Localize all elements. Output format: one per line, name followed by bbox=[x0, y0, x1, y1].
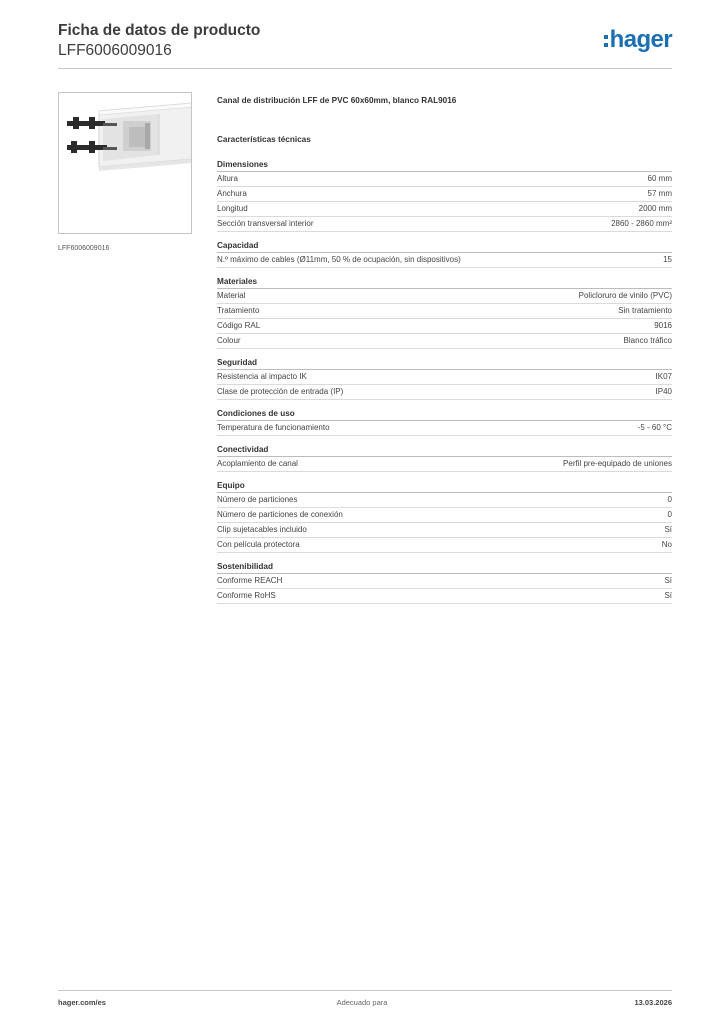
hager-logo bbox=[604, 28, 672, 52]
spec-label: Conforme REACH bbox=[217, 576, 283, 585]
spec-label: Resistencia al impacto IK bbox=[217, 372, 307, 381]
spec-section bbox=[217, 561, 672, 604]
spec-label: Número de particiones bbox=[217, 495, 298, 504]
spec-value: Sí bbox=[664, 591, 672, 600]
document-header bbox=[58, 21, 260, 61]
spec-row bbox=[217, 370, 672, 385]
spec-value: Blanco tráfico bbox=[623, 336, 672, 345]
image-caption: LFF6006009016 bbox=[58, 245, 110, 252]
spec-row bbox=[217, 172, 672, 187]
spec-row bbox=[217, 202, 672, 217]
section-title: Conectividad bbox=[217, 444, 672, 457]
spec-value: Sí bbox=[664, 525, 672, 534]
spec-row bbox=[217, 385, 672, 400]
section-title: Dimensiones bbox=[217, 159, 672, 172]
spec-value: 57 mm bbox=[647, 189, 672, 198]
spec-label: Material bbox=[217, 291, 246, 300]
spec-sections bbox=[217, 159, 672, 604]
cable-trunking-illustration bbox=[59, 93, 192, 234]
spec-label: Tratamiento bbox=[217, 306, 260, 315]
spec-section bbox=[217, 159, 672, 232]
section-title: Sostenibilidad bbox=[217, 561, 672, 574]
spec-row bbox=[217, 523, 672, 538]
spec-row bbox=[217, 574, 672, 589]
spec-value: 0 bbox=[667, 495, 672, 504]
spec-row bbox=[217, 421, 672, 436]
product-description: Canal de distribución LFF de PVC 60x60mm, blanco RAL9016 bbox=[217, 96, 457, 105]
spec-value: Sí bbox=[664, 576, 672, 585]
spec-row bbox=[217, 253, 672, 268]
spec-section bbox=[217, 480, 672, 553]
spec-value: 9016 bbox=[654, 321, 672, 330]
spec-value: IK07 bbox=[655, 372, 672, 381]
spec-section bbox=[217, 408, 672, 436]
spec-row bbox=[217, 289, 672, 304]
page-title: Ficha de datos de producto bbox=[58, 22, 261, 39]
product-reference: LFF6006009016 bbox=[58, 42, 172, 59]
spec-label: Sección transversal interior bbox=[217, 219, 314, 228]
spec-row bbox=[217, 493, 672, 508]
header-divider bbox=[58, 68, 672, 69]
spec-label: Colour bbox=[217, 336, 241, 345]
spec-label: Con película protectora bbox=[217, 540, 300, 549]
spec-value: No bbox=[661, 540, 672, 549]
section-title: Materiales bbox=[217, 276, 672, 289]
spec-row bbox=[217, 508, 672, 523]
spec-section bbox=[217, 444, 672, 472]
spec-row bbox=[217, 319, 672, 334]
spec-row bbox=[217, 304, 672, 319]
spec-value: 2860 - 2860 mm² bbox=[611, 219, 672, 228]
footer-website: hager.com/es bbox=[58, 998, 106, 1007]
spec-value: 0 bbox=[667, 510, 672, 519]
spec-label: Temperatura de funcionamiento bbox=[217, 423, 330, 432]
spec-value: Policloruro de vinilo (PVC) bbox=[578, 291, 672, 300]
spec-label: Acoplamiento de canal bbox=[217, 459, 298, 468]
brand-name: hager bbox=[609, 26, 672, 53]
spec-section bbox=[217, 357, 672, 400]
section-title: Condiciones de uso bbox=[217, 408, 672, 421]
spec-value: -5 - 60 °C bbox=[637, 423, 672, 432]
section-title: Seguridad bbox=[217, 357, 672, 370]
footer-center-text: Adecuado para bbox=[336, 998, 388, 1007]
spec-row bbox=[217, 187, 672, 202]
spec-row bbox=[217, 217, 672, 232]
spec-value: 2000 mm bbox=[638, 204, 672, 213]
spec-row bbox=[217, 589, 672, 604]
spec-label: Altura bbox=[217, 174, 238, 183]
spec-label: Número de particiones de conexión bbox=[217, 510, 343, 519]
spec-row bbox=[217, 538, 672, 553]
spec-label: Longitud bbox=[217, 204, 248, 213]
spec-value: Sin tratamiento bbox=[618, 306, 672, 315]
product-image bbox=[58, 92, 192, 234]
logo-dots-icon bbox=[604, 35, 608, 47]
section-title: Capacidad bbox=[217, 240, 672, 253]
spec-label: Clase de protección de entrada (IP) bbox=[217, 387, 344, 396]
footer-divider bbox=[58, 990, 672, 991]
spec-label: Clip sujetacables incluido bbox=[217, 525, 307, 534]
spec-label: Código RAL bbox=[217, 321, 261, 330]
spec-section bbox=[217, 276, 672, 349]
footer-date: 13.03.2026 bbox=[634, 998, 672, 1007]
technical-characteristics-heading: Características técnicas bbox=[217, 135, 311, 144]
spec-value: IP40 bbox=[655, 387, 672, 396]
spec-label: Conforme RoHS bbox=[217, 591, 276, 600]
spec-section bbox=[217, 240, 672, 268]
spec-value: 15 bbox=[663, 255, 672, 264]
spec-label: Anchura bbox=[217, 189, 247, 198]
spec-value: Perfil pre-equipado de uniones bbox=[563, 459, 672, 468]
spec-content bbox=[217, 95, 672, 612]
spec-row bbox=[217, 457, 672, 472]
spec-label: N.º máximo de cables (Ø11mm, 50 % de ocupación, sin dispositivos) bbox=[217, 255, 461, 264]
spec-row bbox=[217, 334, 672, 349]
section-title: Equipo bbox=[217, 480, 672, 493]
spec-value: 60 mm bbox=[647, 174, 672, 183]
